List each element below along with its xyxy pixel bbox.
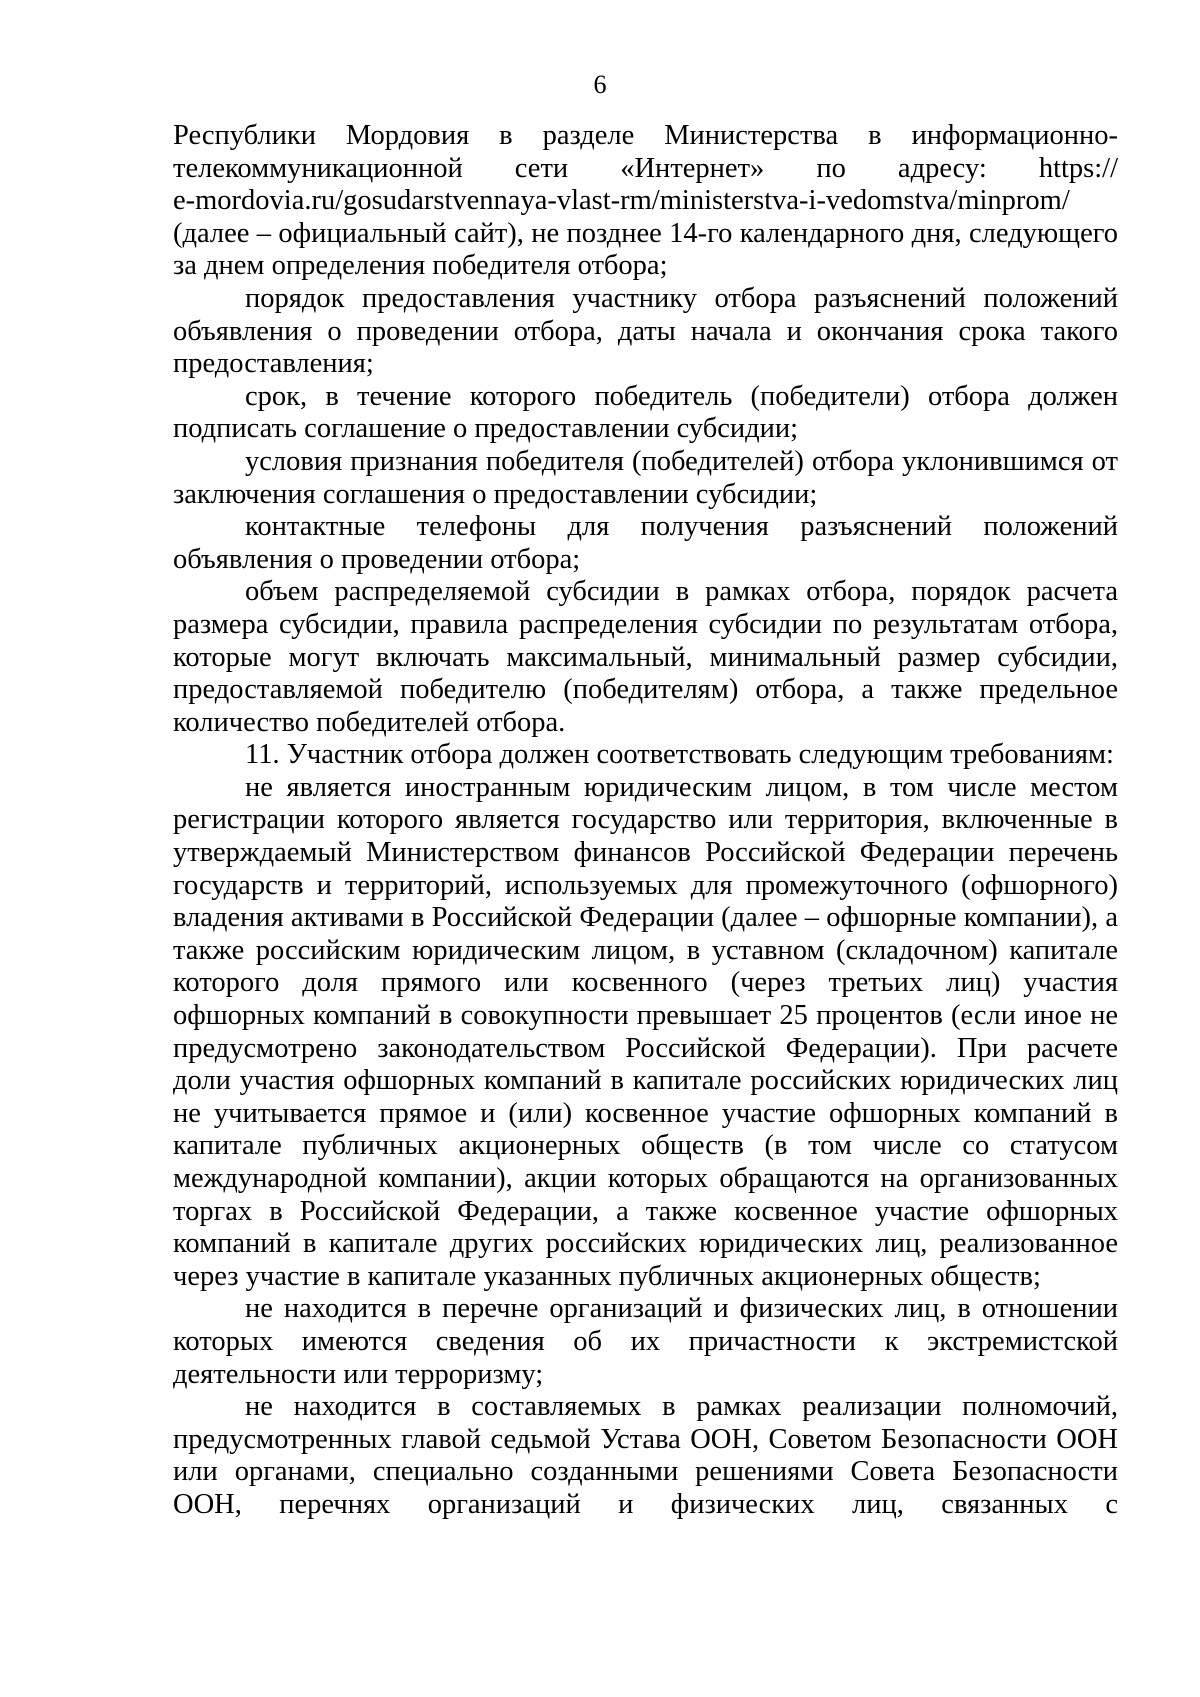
page-number: 6: [593, 70, 607, 99]
paragraph: не находится в перечне организаций и физических лиц, в отношении которых имеются сведения об их причастности к экстремистской деятельности или терроризму;: [173, 1293, 1118, 1390]
paragraph: порядок предоставления участнику отбора разъяснений положений объявления о проведении отбора, даты начала и окончания срока такого предоставления;: [173, 282, 1118, 380]
paragraph-continuation: [173, 120, 1118, 283]
paragraph: не является иностранным юридическим лицом, в том числе местом регистрации которого является государство или территория, включенные в утверждаемый Министерством финансов Российской Федерации перечень государств и территорий, используемых для промежуточного (офшорного) владения активами в Российской Федерации (далее – офшорные компании), а также российским юридическим лицом, в уставном (складочном) капитале которого доля прямого или косвенного (через третьих лиц) участия офшорных компаний в совокупности превышает 25 процентов (если иное не предусмотрено законодательством Российской Федерации). При расчете доли участия офшорных компаний в капитале российских юридических лиц не учитывается прямое и (или) косвенное участие офшорных компаний в капитале публичных акционерных обществ (в том числе со статусом международной компании), акции которых обращаются на организованных торгах в Российской Федерации, а также косвенное участие офшорных компаний в капитале других российских юридических лиц, реализованное через участие в капитале указанных публичных акционерных обществ;: [173, 771, 1118, 1292]
paragraph: контактные телефоны для получения разъяснений положений объявления о проведении отбора;: [173, 511, 1118, 575]
paragraph: объем распределяемой субсидии в рамках отбора, порядок расчета размера субсидии, правила распределения субсидии по результатам отбора, которые могут включать максимальный, минимальный размер субсидии, предоставляемой победителю (победителям) отбора, а также предельное количество победителей отбора.: [173, 576, 1118, 738]
document-body: [173, 120, 1118, 1522]
line: Республики Мордовия в разделе Министерства в информационно-: [173, 120, 1118, 151]
paragraph: не находится в составляемых в рамках реализации полномочий, предусмотренных главой седьмой Устава ООН, Советом Безопасности ООН или органами, специально созданными решениями Совета Безопасности ООН, перечнях организаций и физических лиц, связанных с: [173, 1391, 1118, 1520]
line: (далее – официальный сайт), не позднее 14-го календарного дня, следующего: [173, 217, 1118, 249]
paragraph-item-11: 11. Участник отбора должен соответствовать следующим требованиям:: [245, 739, 1114, 771]
line: за днем определения победителя отбора;: [173, 250, 668, 282]
paragraph: условия признания победителя (победителей) отбора уклонившимся от заключения соглашения о предоставлении субсидии;: [173, 445, 1118, 510]
paragraph: срок, в течение которого победитель (победители) отбора должен подписать соглашение о предоставлении субсидии;: [173, 380, 1118, 445]
line-url: e-mordovia.ru/gosudarstvennaya-vlast-rm/ministerstva-i-vedomstva/minprom/: [173, 185, 1070, 217]
line: телекоммуникационной сети «Интернет» по адресу: https://: [173, 152, 1118, 184]
